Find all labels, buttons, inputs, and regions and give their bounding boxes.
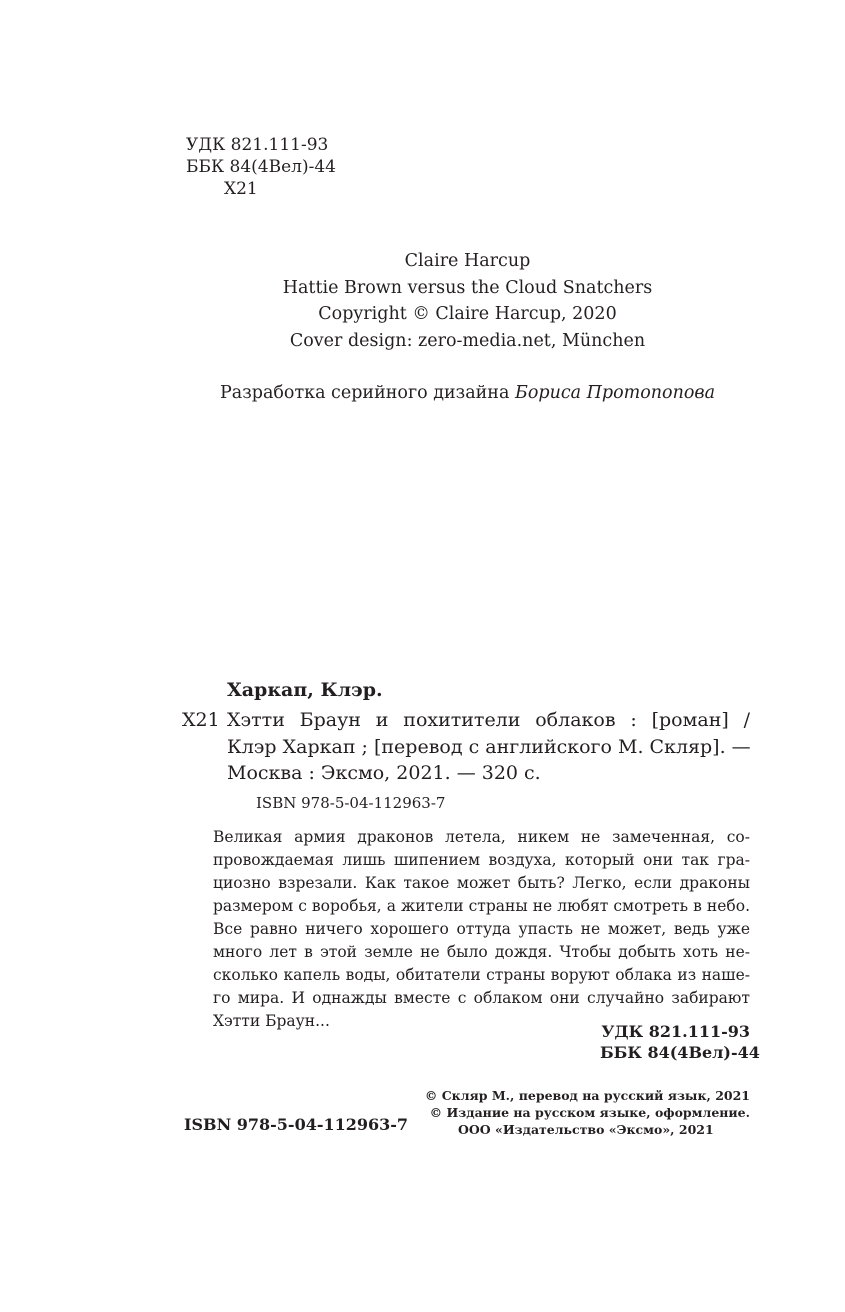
bottom-udk-code: УДК 821.111-93 — [601, 1022, 750, 1041]
copyright-line: © Скляр М., перевод на русский язык, 2021 — [424, 1088, 750, 1103]
annotation-line: размером с воробья, а жители страны не любят смотреть в небо. — [213, 897, 750, 915]
series-design-label: Разработка серийного дизайна — [219, 383, 515, 403]
series-design-credit — [180, 383, 755, 403]
bib-line: Клэр Харкап ; [перевод с английского М. Скляр]. — — [227, 735, 751, 758]
bottom-classification-codes — [600, 1021, 760, 1063]
catalog-author-heading: Харкап, Клэр. — [227, 679, 383, 701]
catalog-isbn: ISBN 978-5-04-112963-7 — [256, 794, 446, 812]
udk-code: УДК 821.111-93 — [186, 135, 329, 155]
annotation-line: циозно взрезали. Как такое может быть? Легко, если драконы — [213, 874, 750, 892]
annotation-line: Хэтти Браун... — [213, 1012, 330, 1030]
copyright-line: © Издание на русском языке, оформление. — [429, 1105, 750, 1120]
original-copyright: Copyright © Claire Harcup, 2020 — [318, 304, 617, 324]
author-mark: Х21 — [224, 179, 258, 199]
copyright-notice — [420, 1087, 750, 1138]
original-edition-info — [180, 248, 755, 354]
annotation-line: много лет в этой земле не было дождя. Чтобы добыть хоть не- — [213, 943, 750, 961]
original-title: Hattie Brown versus the Cloud Snatchers — [282, 277, 653, 298]
copyright-line: ООО «Издательство «Эксмо», 2021 — [458, 1122, 714, 1137]
bib-line: Хэтти Браун и похитители облаков : [роман] / — [227, 709, 750, 731]
annotation — [213, 826, 750, 1033]
annotation-line: го мира. И однажды вместе с облаком они случайно забирают — [213, 989, 750, 1007]
series-designer-name: Бориса Протопопова — [514, 383, 715, 403]
bottom-bbk-code: ББК 84(4Вел)-44 — [600, 1043, 760, 1062]
top-classification-codes — [186, 134, 336, 200]
original-author: Claire Harcup — [404, 251, 531, 271]
annotation-line: провождаемая лишь шипением воздуха, который они так гра- — [213, 851, 750, 869]
bib-line: Москва : Эксмо, 2021. — 320 с. — [227, 762, 541, 784]
catalog-author-mark: Х21 — [182, 709, 220, 731]
bbk-code: ББК 84(4Вел)-44 — [186, 157, 336, 177]
bottom-isbn: ISBN 978-5-04-112963-7 — [184, 1115, 409, 1134]
annotation-line: Великая армия драконов летела, никем не замеченная, со- — [213, 828, 750, 846]
bibliographic-description — [227, 707, 750, 787]
annotation-line: Все равно ничего хорошего оттуда упасть не может, ведь уже — [213, 920, 750, 938]
annotation-line: сколько капель воды, обитатели страны воруют облака из наше- — [213, 966, 750, 984]
cover-design-credit: Cover design: zero-media.net, München — [289, 330, 646, 351]
